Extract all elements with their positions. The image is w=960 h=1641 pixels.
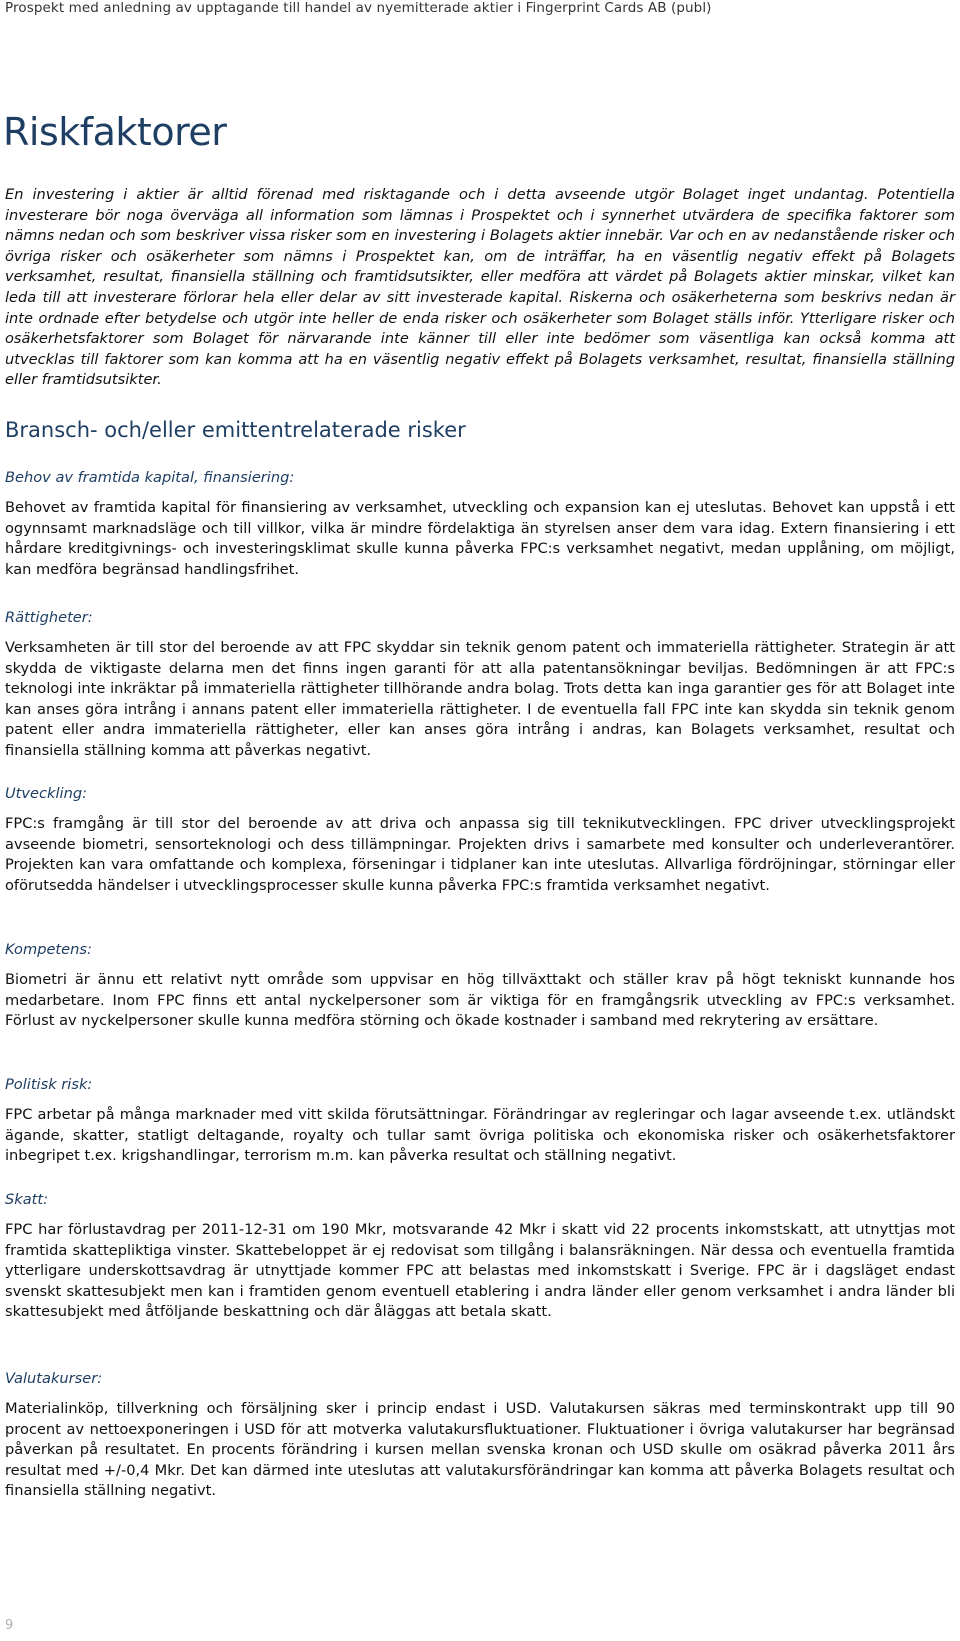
intro-paragraph: En investering i aktier är alltid förenad med risktagande och i detta avseende utgör Bolaget inget undantag. Potentiella investerare bör noga överväga all information som lämnas i Prospektet och i synnerhet utvärdera de specifika faktorer som nämns nedan och som beskriver vissa risker som en investering i Bolagets aktier innebär. Var och en av nedanstående risker och övriga risker och osäkerheter som nämns i Prospektet kan, om de inträffar, ha en väsentlig negativ effekt på Bolagets verksamhet, resultat, finansiella ställning och framtidsutsikter, eller medföra att värdet på Bolagets aktier minskar, vilket kan leda till att investerare förlorar hela eller delar av sitt investerade kapital. Riskerna och osäkerheterna som beskrivs nedan är inte ordnade efter betydelse och utgör inte heller de enda risker och osäkerheter som Bolaget ställs inför. Ytterligare risker och osäkerhetsfaktorer som Bolaget för närvarande inte känner till eller inte bedömer som väsentliga kan också komma att utvecklas till faktorer som kan komma att ha en väsentlig negativ effekt på Bolagets verksamhet, resultat, finansiella ställning eller framtidsutsikter. xyxy=(5,186,955,389)
subsection-financing xyxy=(5,468,955,580)
subsection-body: Verksamheten är till stor del beroende av att FPC skyddar sin teknik genom patent och immateriella rättigheter. Strategin är att skydda de viktigaste delarna men det finns ingen garanti för att alla patentansökningar beviljas. Bedömningen är att FPC:s teknologi inte inkräktar på immateriella rättigheter tillhörande andra bolag. Trots detta kan inga garantier ges för att Bolaget inte kan anses göra intrång i annans patent eller immateriella rättigheter. I de eventuella fall FPC inte kan skydda sin teknik genom patent eller andra immateriella rättigheter, eller kan anses göra intrång i andras, kan Bolagets verksamhet, resultat och finansiella ställning komma att påverkas negativt. xyxy=(5,639,955,759)
running-header: Prospekt med anledning av upptagande till handel av nyemitterade aktier i Fingerprint Cards AB (publ) xyxy=(5,0,712,16)
subsection-heading: Utveckling: xyxy=(5,785,88,802)
subsection-heading: Valutakurser: xyxy=(5,1370,103,1387)
subsection-competence xyxy=(5,940,955,1032)
subsection-body: FPC arbetar på många marknader med vitt skilda förutsättningar. Förändringar av regleringar och lagar avseende t.ex. utländskt ägande, skatter, statligt deltagande, royalty och tullar samt övriga politiska och ekonomiska risker och osäkerhetsfaktorer inbegripet t.ex. krigshandlingar, terrorism m.m. kan påverka resultat och ställning negativt. xyxy=(5,1106,955,1165)
subsection-political-risk xyxy=(5,1075,955,1167)
section-heading: Bransch- och/eller emittentrelaterade risker xyxy=(5,418,466,442)
subsection-development xyxy=(5,784,955,896)
page-title: Riskfaktorer xyxy=(3,110,227,154)
subsection-body: FPC har förlustavdrag per 2011-12-31 om 190 Mkr, motsvarande 42 Mkr i skatt vid 22 procents inkomstskatt, att utnyttjas mot framtida skattepliktiga vinster. Skattebeloppet är ej redovisat som tillgång i balansräkningen. När dessa och eventuella framtida ytterligare underskottsavdrag är utnyttjade kommer FPC att belastas med inkomstskatt i Sverige. FPC är i dagsläget endast svenskt skattesubjekt men kan i framtiden genom eventuell etablering i andra länder eller genom verksamhet i andra länder bli skattesubjekt med åtföljande beskattning och där åläggas att betala skatt. xyxy=(5,1221,955,1321)
subsection-heading: Rättigheter: xyxy=(5,609,93,626)
subsection-body: FPC:s framgång är till stor del beroende av att driva och anpassa sig till teknikutvecklingen. FPC driver utvecklingsprojekt avseende biometri, sensorteknologi och dess tillämpningar. Projekten drivs i samarbete med konsulter och underleverantörer. Projekten kan vara omfattande och komplexa, förseningar i tidplaner kan inte uteslutas. Allvarliga fördröjningar, störningar eller oförutsedda händelser i utvecklingsprocesser skulle kunna påverka FPC:s framtida verksamhet negativt. xyxy=(5,815,955,894)
subsection-body: Materialinköp, tillverkning och försäljning sker i princip endast i USD. Valutakursen säkras med terminskontrakt upp till 90 procent av nettoexponeringen i USD för att motverka valutakursfluktuationer. Fluktuationer i övriga valutakurser har begränsad påverkan på resultatet. En procents förändring i kursen mellan svenska kronan och USD skulle om osäkrad påverka 2011 års resultat med +/-0,4 Mkr. Det kan därmed inte uteslutas att valutakursförändringar kan komma att påverka Bolagets resultat och finansiella ställning negativt. xyxy=(5,1400,955,1500)
subsection-heading: Kompetens: xyxy=(5,941,92,958)
subsection-tax xyxy=(5,1190,955,1323)
subsection-rights xyxy=(5,608,955,762)
subsection-body: Biometri är ännu ett relativt nytt område som uppvisar en hög tillväxttakt och ställer krav på högt tekniskt kunnande hos medarbetare. Inom FPC finns ett antal nyckelpersoner som är viktiga för en framgångsrik utveckling av FPC:s verksamhet. Förlust av nyckelpersoner skulle kunna medföra störning och ökade kostnader i samband med rekrytering av ersättare. xyxy=(5,971,955,1030)
page-number: 9 xyxy=(5,1618,14,1633)
subsection-body: Behovet av framtida kapital för finansiering av verksamhet, utveckling och expansion kan ej uteslutas. Behovet kan uppstå i ett ogynnsamt marknadsläge och till villkor, vilka är mindre fördelaktiga än styrelsen anser dem vara idag. Extern finansiering i ett hårdare kreditgivnings- och investeringsklimat skulle kunna påverka FPC:s verksamhet negativt, medan upplåning, om möjligt, kan medföra begränsad handlingsfrihet. xyxy=(5,499,955,578)
subsection-currency xyxy=(5,1369,955,1502)
subsection-heading: Behov av framtida kapital, finansiering: xyxy=(5,469,295,486)
subsection-heading: Politisk risk: xyxy=(5,1076,93,1093)
subsection-heading: Skatt: xyxy=(5,1191,49,1208)
